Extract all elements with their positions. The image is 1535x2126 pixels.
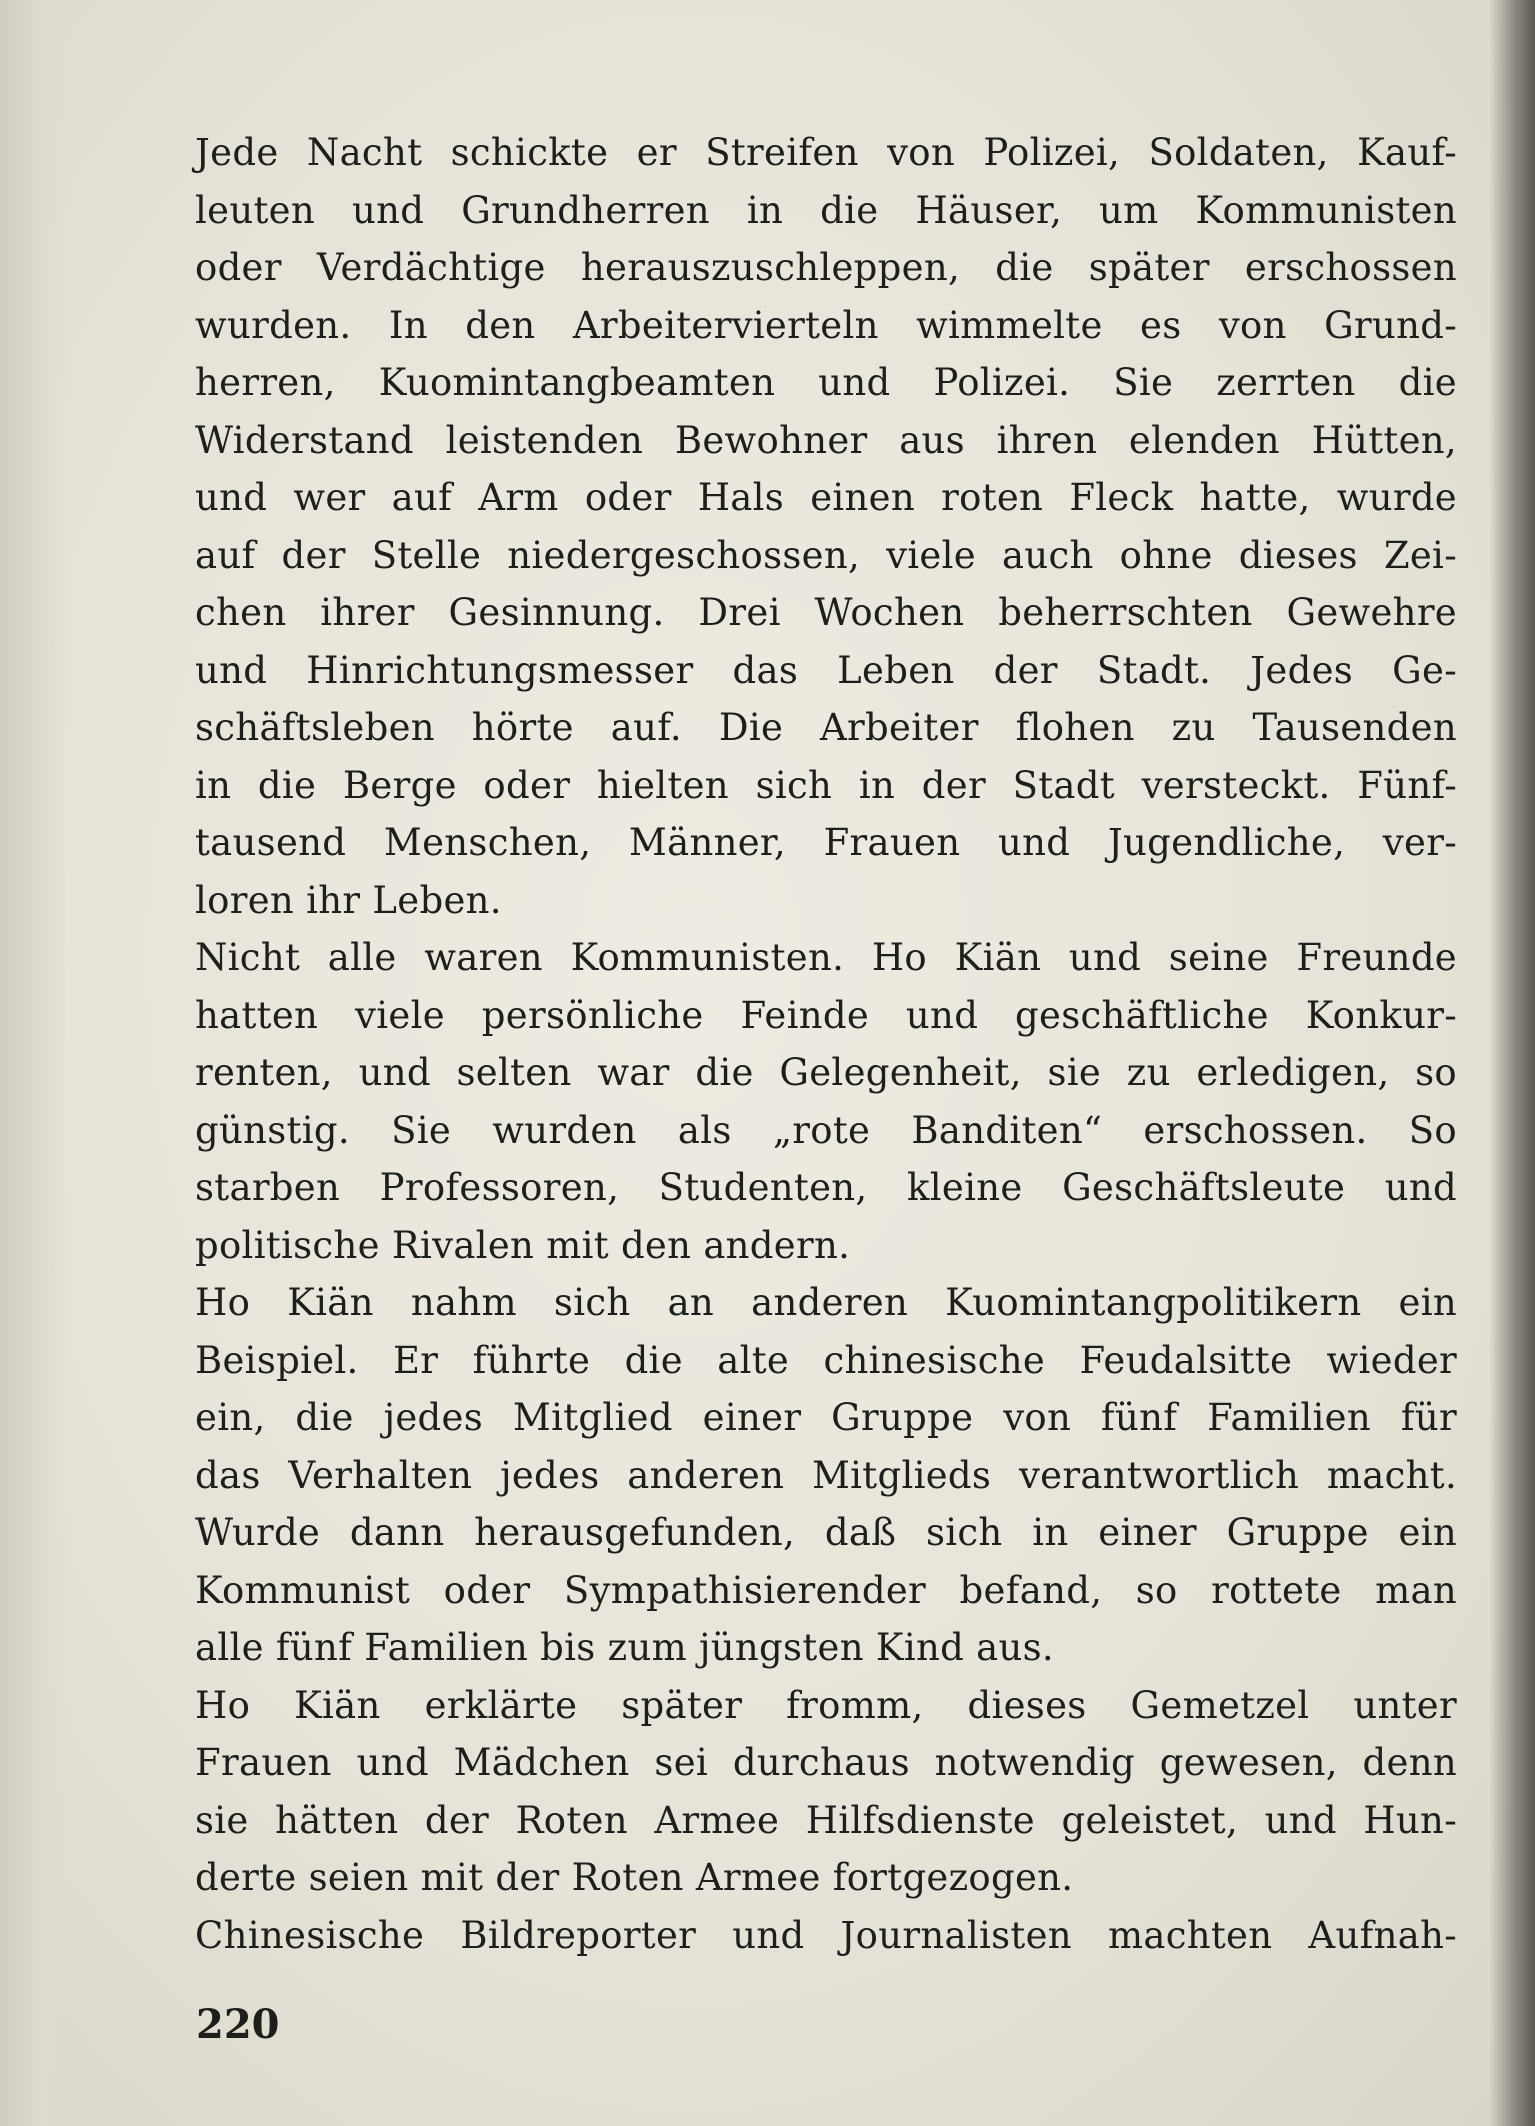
text-line: Beispiel. Er führte die alte chinesische Feudalsitte wieder [195, 1338, 1457, 1382]
text-line: leuten und Grundherren in die Häuser, um Kommunisten [195, 188, 1457, 232]
text-line: Jede Nacht schickte er Streifen von Polizei, Soldaten, Kauf- [195, 131, 1457, 174]
text-line: Wurde dann herausgefunden, daß sich in einer Gruppe ein [195, 1511, 1457, 1554]
text-line: sie hätten der Roten Armee Hilfsdienste geleistet, und Hun- [195, 1798, 1457, 1842]
book-spine-shadow [1489, 0, 1535, 2126]
text-line: hatten viele persönliche Feinde und geschäftliche Konkur- [195, 993, 1457, 1037]
paragraph-4 [195, 1677, 1457, 1907]
text-line: loren ihr Leben. [195, 878, 502, 922]
text-line: oder Verdächtige herauszuschleppen, die später erschossen [195, 246, 1457, 289]
page-number: 220 [196, 2001, 280, 2048]
text-line: Frauen und Mädchen sei durchaus notwendig gewesen, denn [195, 1741, 1457, 1784]
text-line: Ho Kiän erklärte später fromm, dieses Gemetzel unter [195, 1683, 1457, 1727]
text-line: und Hinrichtungsmesser das Leben der Stadt. Jedes Ge- [195, 648, 1457, 692]
text-line: das Verhalten jedes anderen Mitglieds verantwortlich macht. [195, 1453, 1457, 1497]
text-line: günstig. Sie wurden als „rote Banditen“ erschossen. So [195, 1108, 1457, 1152]
text-line: Widerstand leistenden Bewohner aus ihren elenden Hütten, [195, 418, 1457, 462]
paragraph-5 [195, 1907, 1457, 1965]
page-left-shadow [0, 0, 70, 2126]
text-line: Nicht alle waren Kommunisten. Ho Kiän und seine Freunde [195, 936, 1457, 979]
text-line: Ho Kiän nahm sich an anderen Kuomintangpolitikern ein [195, 1281, 1457, 1324]
text-line: herren, Kuomintangbeamten und Polizei. Sie zerrten die [195, 361, 1457, 404]
text-line: schäftsleben hörte auf. Die Arbeiter flohen zu Tausenden [195, 706, 1457, 749]
text-line: chen ihrer Gesinnung. Drei Wochen beherrschten Gewehre [195, 591, 1457, 634]
text-line: wurden. In den Arbeitervierteln wimmelte es von Grund- [195, 303, 1457, 347]
text-line: politische Rivalen mit den andern. [195, 1223, 851, 1267]
text-line: tausend Menschen, Männer, Frauen und Jugendliche, ver- [195, 821, 1457, 864]
text-line: und wer auf Arm oder Hals einen roten Fleck hatte, wurde [195, 476, 1457, 519]
text-line: ein, die jedes Mitglied einer Gruppe von fünf Familien für [195, 1396, 1457, 1439]
paragraph-1 [195, 124, 1457, 929]
text-line: derte seien mit der Roten Armee fortgezogen. [195, 1856, 1074, 1899]
body-text [195, 124, 1457, 1964]
text-line: in die Berge oder hielten sich in der Stadt versteckt. Fünf- [195, 763, 1457, 807]
text-line: starben Professoren, Studenten, kleine Geschäftsleute und [195, 1166, 1457, 1209]
paragraph-2 [195, 929, 1457, 1274]
text-line: Kommunist oder Sympathisierender befand, so rottete man [195, 1568, 1457, 1612]
text-line: alle fünf Familien bis zum jüngsten Kind aus. [195, 1626, 1054, 1669]
text-line: auf der Stelle niedergeschossen, viele auch ohne dieses Zei- [195, 533, 1457, 577]
text-line: Chinesische Bildreporter und Journalisten machten Aufnah- [195, 1913, 1457, 1957]
text-line: renten, und selten war die Gelegenheit, sie zu erledigen, so [195, 1051, 1457, 1094]
paragraph-3 [195, 1274, 1457, 1677]
